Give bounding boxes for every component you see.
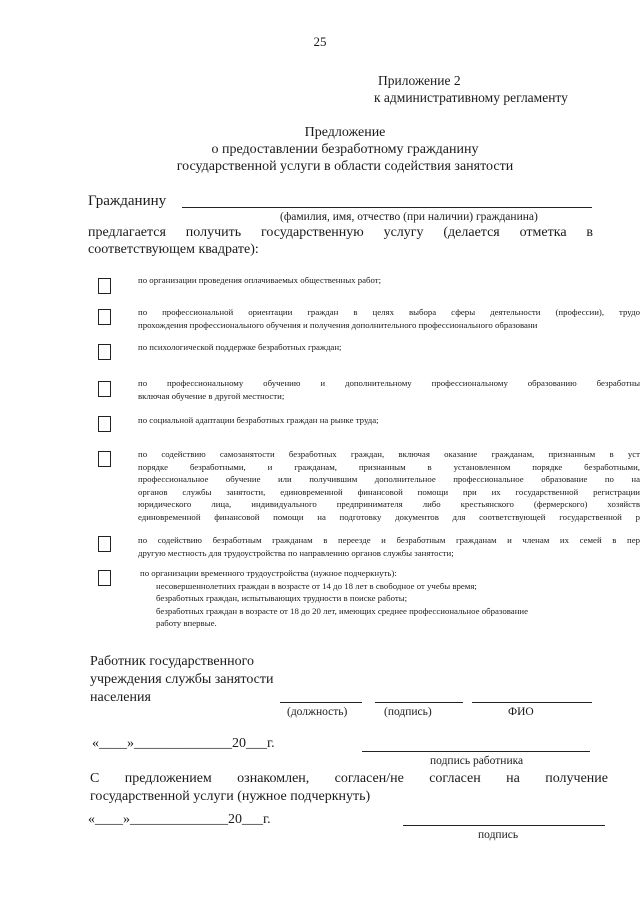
appendix-line-1: Приложение 2 <box>378 73 461 88</box>
appendix-line-2: к административному регламенту <box>374 90 568 105</box>
service-1-line-1: по организации проведения оплачиваемых общественных работ; <box>138 275 382 285</box>
document-title <box>100 124 590 175</box>
worker-line-3: населения <box>90 690 151 705</box>
citizen-name-field[interactable] <box>182 207 592 208</box>
title-line-2: о предоставлении безработному гражданину <box>211 142 479 157</box>
signature-caption: (подпись) <box>384 706 432 718</box>
title-line-1: Предложение <box>304 125 386 140</box>
service-option-5 <box>138 414 640 427</box>
service-option-8 <box>140 567 640 630</box>
service-8-line-1: по организации временного трудоустройства (нужное подчеркнуть): <box>140 568 397 578</box>
service-option-4 <box>138 377 640 402</box>
service-6-line-2: порядке безработными, и гражданам, признанным в установленном порядке безработными, <box>138 461 640 472</box>
service-6-line-5: юридического лица, индивидуального предпринимателя либо крестьянского (фермерского) хозяйств <box>138 499 640 509</box>
service-checkbox-3[interactable] <box>98 344 111 360</box>
agreement-text <box>90 770 608 806</box>
agreement-line-1: С предложением ознакомлен, согласен/не согласен на получение <box>90 771 608 786</box>
service-5-line-1: по социальной адаптации безработных граждан на рынке труда; <box>138 415 379 425</box>
service-checkbox-6[interactable] <box>98 451 111 467</box>
page-number: 25 <box>313 34 327 49</box>
service-6-line-1: по содействию самозанятости безработных граждан, включая оказание гражданам, признанным в уст <box>138 449 640 459</box>
worker-signature-field[interactable] <box>362 751 590 752</box>
agreement-line-2: государственной услуги (нужное подчеркнуть) <box>90 789 371 804</box>
service-checkbox-4[interactable] <box>98 381 111 397</box>
service-6-line-6: единовременной финансовой помощи на подготовку документов для соответствующей государственной р <box>138 511 640 522</box>
service-8-sub-4: работу впервые. <box>156 618 217 628</box>
service-7-line-2: другую местность для трудоустройства по направлению органов службы занятости; <box>138 547 454 558</box>
offer-line-1: предлагается получить государственную услугу (делается отметка в <box>88 225 593 240</box>
service-2-line-2: прохождения профессионального обучения и получения дополнительного профессионального образовани <box>138 319 538 330</box>
signature-field[interactable] <box>375 702 463 703</box>
service-6-line-4: органов службы занятости, единовременной финансовой помощи при их государственной регистрации <box>138 486 640 497</box>
service-6-line-3: профессиональное обучение или получившим дополнительное профессиональное образование по на <box>138 474 640 484</box>
offer-text <box>88 224 593 258</box>
title-line-3: государственной услуги в области содействия занятости <box>176 159 514 174</box>
service-8-sub-3: безработных граждан в возрасте от 18 до 20 лет, имеющих среднее профессиональное образование <box>156 605 529 616</box>
service-checkbox-2[interactable] <box>98 309 111 325</box>
service-checkbox-5[interactable] <box>98 416 111 432</box>
position-caption: (должность) <box>287 706 348 718</box>
worker-block <box>90 653 274 707</box>
service-option-7 <box>138 534 640 559</box>
position-field[interactable] <box>280 702 362 703</box>
service-checkbox-8[interactable] <box>98 570 111 586</box>
service-8-sub-1: несовершеннолетних граждан в возрасте от 14 до 18 лет в свободное от учебы время; <box>156 580 477 591</box>
fio-field[interactable] <box>472 702 592 703</box>
citizen-label: Гражданину <box>88 193 167 209</box>
final-signature-caption: подпись <box>478 829 519 841</box>
final-signature-field[interactable] <box>403 825 605 826</box>
citizen-name-caption: (фамилия, имя, отчество (при наличии) гражданина) <box>280 211 538 223</box>
worker-line-1: Работник государственного <box>90 654 255 669</box>
service-4-line-2: включая обучение в другой местности; <box>138 390 285 401</box>
service-option-6 <box>138 448 640 523</box>
worker-signature-caption: подпись работника <box>430 755 524 767</box>
service-7-line-1: по содействию безработным гражданам в переезде и безработным гражданам и членам их семей в пер <box>138 535 640 545</box>
service-checkbox-7[interactable] <box>98 536 111 552</box>
offer-line-2: соответствующем квадрате): <box>88 242 259 257</box>
service-2-line-1: по профессиональной ориентации граждан в целях выбора сферы деятельности (профессии), трудо <box>138 307 640 317</box>
date-field-1[interactable]: «____»______________20___г. <box>92 736 275 751</box>
appendix-header <box>374 72 572 106</box>
service-4-line-1: по профессиональному обучению и дополнительному профессиональному образованию безработны <box>138 378 640 388</box>
service-8-sub-2: безработных граждан, испытывающих трудности в поиске работы; <box>156 593 408 603</box>
service-option-2 <box>138 306 640 331</box>
date-field-2[interactable]: «____»______________20___г. <box>88 812 271 827</box>
service-option-1 <box>138 274 640 287</box>
service-3-line-1: по психологической поддержке безработных граждан; <box>138 342 342 352</box>
worker-line-2: учреждения службы занятости <box>90 672 274 687</box>
fio-caption: ФИО <box>508 706 534 718</box>
service-checkbox-1[interactable] <box>98 278 111 294</box>
service-option-3 <box>138 341 640 354</box>
